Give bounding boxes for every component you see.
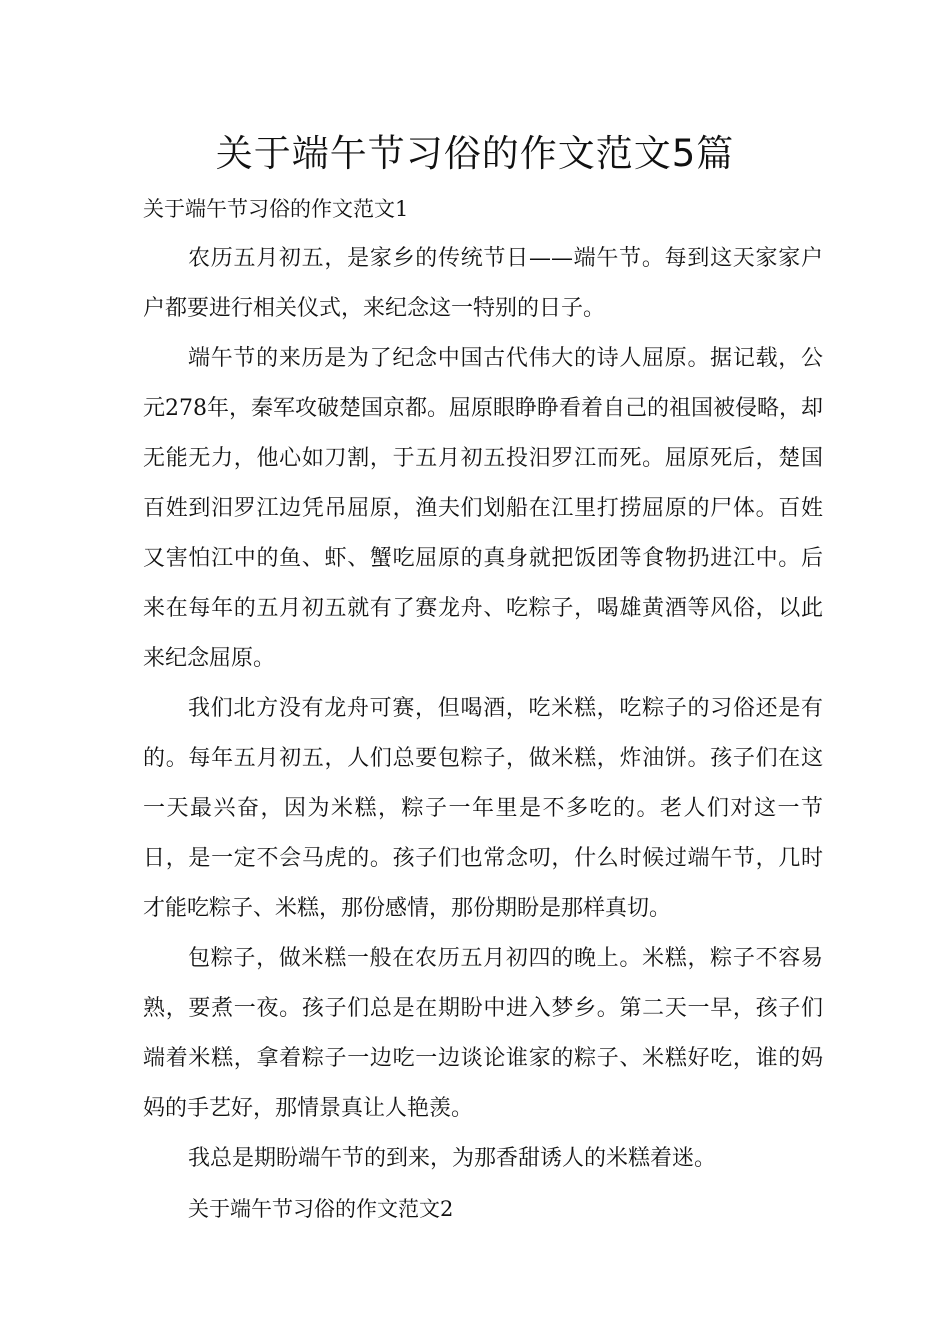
section-heading-2: 关于端午节习俗的作文范文2 xyxy=(188,1197,454,1221)
paragraph-5: 我总是期盼端午节的到来，为那香甜诱人的米糕着迷。 xyxy=(188,1146,717,1171)
document-body xyxy=(143,184,823,1234)
paragraph-4: 包粽子，做米糕一般在农历五月初四的晚上。米糕，粽子不容易熟，要煮一夜。孩子们总是在期盼中进入梦乡。第二天一早，孩子们端着米糕，拿着粽子一边吃一边谈论谁家的粽子、米糕好吃，谁的妈妈的手艺好，那情景真让人艳羡。 xyxy=(143,946,823,1121)
document-title: 关于端午节习俗的作文范文5篇 xyxy=(215,132,735,175)
paragraph-2: 端午节的来历是为了纪念中国古代伟大的诗人屈原。据记载，公元278年，秦军攻破楚国京都。屈原眼睁睁看着自己的祖国被侵略，却无能无力，他心如刀割，于五月初五投汨罗江而死。屈原死后，楚国百姓到汨罗江边凭吊屈原，渔夫们划船在江里打捞屈原的尸体。百姓又害怕江中的鱼、虾、蟹吃屈原的真身就把饭团等食物扔进江中。后来在每年的五月初五就有了赛龙舟、吃粽子，喝雄黄酒等风俗，以此来纪念屈原。 xyxy=(143,346,823,671)
section-heading-1: 关于端午节习俗的作文范文1 xyxy=(143,197,409,221)
paragraph-1: 农历五月初五，是家乡的传统节日——端午节。每到这天家家户户都要进行相关仪式，来纪念这一特别的日子。 xyxy=(143,246,823,321)
paragraph-3: 我们北方没有龙舟可赛，但喝酒，吃米糕，吃粽子的习俗还是有的。每年五月初五，人们总要包粽子，做米糕，炸油饼。孩子们在这一天最兴奋，因为米糕，粽子一年里是不多吃的。老人们对这一节日，是一定不会马虎的。孩子们也常念叨，什么时候过端午节，几时才能吃粽子、米糕，那份感情，那份期盼是那样真切。 xyxy=(143,696,823,921)
